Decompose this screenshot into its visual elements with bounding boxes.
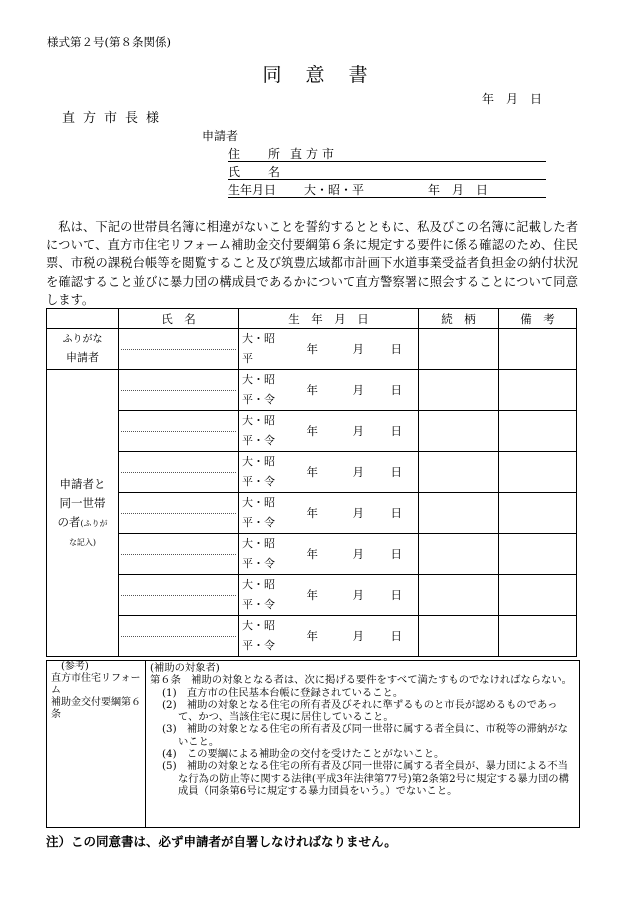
day-label: 日: [390, 629, 402, 643]
member-relation-cell[interactable]: [419, 493, 499, 534]
era-line-2: 平・令: [242, 639, 275, 652]
footnote: 注）この同意書は、必ず申請者が自署しなければなりません。: [46, 834, 397, 849]
dob-era: 大・昭・平: [304, 183, 365, 197]
member-remarks-cell[interactable]: [499, 616, 577, 657]
month-label: 月: [352, 547, 364, 561]
applicant-row: [47, 329, 577, 370]
month-label: 月: [352, 383, 364, 397]
reference-label-cell: [47, 661, 146, 827]
era-line-1: 大・昭: [242, 578, 275, 591]
member-remarks-cell[interactable]: [499, 370, 577, 411]
era-line-2: 平・令: [242, 557, 275, 570]
household-label-small-2: な記入): [68, 537, 97, 547]
era-line-2: 平・令: [242, 475, 275, 488]
era-line-1: 大・昭: [242, 414, 275, 427]
month-label: 月: [352, 465, 364, 479]
month-label: 月: [352, 629, 364, 643]
table-header-relation: 続 柄: [419, 309, 499, 329]
month-label: 月: [352, 588, 364, 602]
furigana-label: ふりがな: [62, 334, 103, 345]
day-label: 日: [390, 424, 402, 438]
applicant-relation-cell[interactable]: [419, 329, 499, 370]
form-number: 様式第２号(第８条関係): [47, 35, 171, 49]
member-era-cell[interactable]: [239, 411, 283, 452]
member-remarks-cell[interactable]: [499, 534, 577, 575]
household-row: [47, 616, 577, 657]
furigana-dotted-line: [121, 595, 236, 596]
era-line-1: 大・昭: [242, 455, 275, 468]
household-label-3: [47, 513, 118, 533]
furigana-dotted-line: [121, 554, 236, 555]
applicant-era-cell[interactable]: [239, 329, 283, 370]
applicant-name-cell[interactable]: [119, 329, 239, 370]
reference-body: [150, 662, 575, 797]
household-row: [47, 452, 577, 493]
date-line[interactable]: 年 月 日: [482, 92, 543, 106]
member-ymd-cell[interactable]: [283, 616, 419, 657]
household-row: [47, 534, 577, 575]
member-name-cell[interactable]: [119, 575, 239, 616]
household-row: [47, 575, 577, 616]
table-header-dob: 生 年 月 日: [239, 309, 419, 329]
member-remarks-cell[interactable]: [499, 452, 577, 493]
member-remarks-cell[interactable]: [499, 493, 577, 534]
member-ymd-cell[interactable]: [283, 493, 419, 534]
day-label: 日: [390, 588, 402, 602]
member-era-cell[interactable]: [239, 370, 283, 411]
furigana-dotted-line: [121, 472, 236, 473]
year-label: 年: [306, 588, 318, 602]
member-name-cell[interactable]: [119, 370, 239, 411]
member-ymd-cell[interactable]: [283, 575, 419, 616]
era-line-2: 平: [242, 352, 253, 365]
applicant-label: 申請者: [202, 129, 239, 143]
era-line-1: 大・昭: [242, 373, 275, 386]
member-era-cell[interactable]: [239, 493, 283, 534]
year-label: 年: [306, 465, 318, 479]
reference-heading: (補助の対象者): [150, 662, 220, 674]
member-ymd-cell[interactable]: [283, 411, 419, 452]
furigana-dotted-line: [121, 513, 236, 514]
member-name-cell[interactable]: [119, 411, 239, 452]
era-line-2: 平・令: [242, 598, 275, 611]
household-table: [46, 308, 577, 657]
era-line-1: 大・昭: [242, 496, 275, 509]
era-line-2: 平・令: [242, 393, 275, 406]
reference-item: (1) 直方市の住民基本台帳に登録されていること。: [162, 686, 404, 699]
member-name-cell[interactable]: [119, 534, 239, 575]
day-label: 日: [390, 383, 402, 397]
furigana-dotted-line: [121, 390, 236, 391]
member-era-cell[interactable]: [239, 452, 283, 493]
applicant-remarks-cell[interactable]: [499, 329, 577, 370]
member-ymd-cell[interactable]: [283, 370, 419, 411]
era-line-1: 大・昭: [242, 537, 275, 550]
member-ymd-cell[interactable]: [283, 534, 419, 575]
member-name-cell[interactable]: [119, 616, 239, 657]
year-label: 年: [306, 424, 318, 438]
member-era-cell[interactable]: [239, 616, 283, 657]
member-relation-cell[interactable]: [419, 616, 499, 657]
reference-article: 第６条 補助の対象となる者は、次に掲げる要件をすべて満たすものでなければならない。: [150, 674, 572, 687]
addressee: 直方市長様: [62, 111, 168, 126]
day-label: 日: [390, 342, 402, 356]
table-header-row: [47, 309, 577, 329]
applicant-ymd-cell[interactable]: [283, 329, 419, 370]
address-field[interactable]: [228, 144, 546, 162]
member-era-cell[interactable]: [239, 534, 283, 575]
table-header-name: 氏 名: [119, 309, 239, 329]
consent-text: 私は、下記の世帯員名簿に相違がないことを誓約するとともに、私及びこの名簿に記載した者について、直方市住宅リフォーム補助金交付要綱第６条に規定する要件に係る確認のため、住民票、市税の課税台帳等を閲覧すること及び筑豊広域都市計画下水道事業受益者負担金の納付状況を確認すること並びに暴力団の構成員であるかについて直方警察署に照会することについて同意します。: [46, 220, 578, 307]
reference-label: (参考): [61, 661, 89, 672]
year-label: 年: [306, 629, 318, 643]
member-relation-cell[interactable]: [419, 370, 499, 411]
address-label: 住 所: [228, 147, 289, 161]
household-label-cell: [47, 370, 119, 657]
member-relation-cell[interactable]: [419, 575, 499, 616]
member-relation-cell[interactable]: [419, 534, 499, 575]
member-remarks-cell[interactable]: [499, 411, 577, 452]
household-row: [47, 411, 577, 452]
month-label: 月: [352, 424, 364, 438]
era-line-2: 平・令: [242, 434, 275, 447]
member-relation-cell[interactable]: [419, 452, 499, 493]
table-header-remarks: 備 考: [499, 309, 577, 329]
address-value: 直方市: [290, 147, 339, 161]
era-line-2: 平・令: [242, 516, 275, 529]
member-remarks-cell[interactable]: [499, 575, 577, 616]
year-label: 年: [306, 547, 318, 561]
furigana-dotted-line: [121, 431, 236, 432]
furigana-dotted-line: [121, 349, 236, 350]
table-header-blank: [47, 309, 119, 329]
day-label: 日: [390, 465, 402, 479]
household-label-small-1: (ふりが: [80, 518, 108, 528]
dob-label: 生年月日: [228, 183, 277, 197]
month-label: 月: [352, 342, 364, 356]
household-label-1: 申請者と: [59, 476, 106, 491]
day-label: 日: [390, 506, 402, 520]
household-row: [47, 493, 577, 534]
member-name-cell[interactable]: [119, 452, 239, 493]
year-label: 年: [306, 506, 318, 520]
household-label-3-text: の者: [57, 514, 81, 529]
member-relation-cell[interactable]: [419, 411, 499, 452]
year-label: 年: [306, 342, 318, 356]
reference-line-2: 補助金交付要綱第６条: [51, 697, 141, 720]
dob-ymd: 年 月 日: [428, 183, 489, 197]
applicant-label-cell: 申請者: [66, 351, 99, 364]
reference-item: (5) 補助の対象となる住宅の所有者及び同一世帯に属する者全員が、暴力団による不当な行為の防止等に関する法律(平成3年法律第77号)第2条第2号に規定する暴力団の構成員（同条第6号に規定する暴力団員をいう。）でないこと。: [162, 760, 569, 797]
era-line-1: 大・昭: [242, 332, 275, 345]
reference-item: (3) 補助の対象となる住宅の所有者及び同一世帯に属する者全員に、市税等の滞納がないこと。: [162, 723, 568, 748]
household-row: [47, 370, 577, 411]
member-era-cell[interactable]: [239, 575, 283, 616]
reference-line-1: 直方市住宅リフォーム: [51, 673, 141, 696]
member-ymd-cell[interactable]: [283, 452, 419, 493]
applicant-row-label: [47, 329, 119, 370]
household-label-2: 同一世帯: [59, 495, 106, 510]
member-name-cell[interactable]: [119, 493, 239, 534]
era-line-1: 大・昭: [242, 619, 275, 632]
page-title: 同意書: [262, 64, 392, 86]
reference-item: (2) 補助の対象となる住宅の所有者及びそれに準ずるものと市長が認めるものであって、かつ、当該住宅に現に居住していること。: [162, 698, 558, 724]
month-label: 月: [352, 506, 364, 520]
dob-field[interactable]: [228, 180, 546, 198]
year-label: 年: [306, 383, 318, 397]
reference-box: [46, 660, 580, 828]
furigana-dotted-line: [121, 636, 236, 637]
name-label: 氏 名: [228, 165, 289, 179]
name-field[interactable]: [228, 162, 546, 180]
reference-item: (4) この要綱による補助金の交付を受けたことがないこと。: [162, 748, 445, 761]
day-label: 日: [390, 547, 402, 561]
